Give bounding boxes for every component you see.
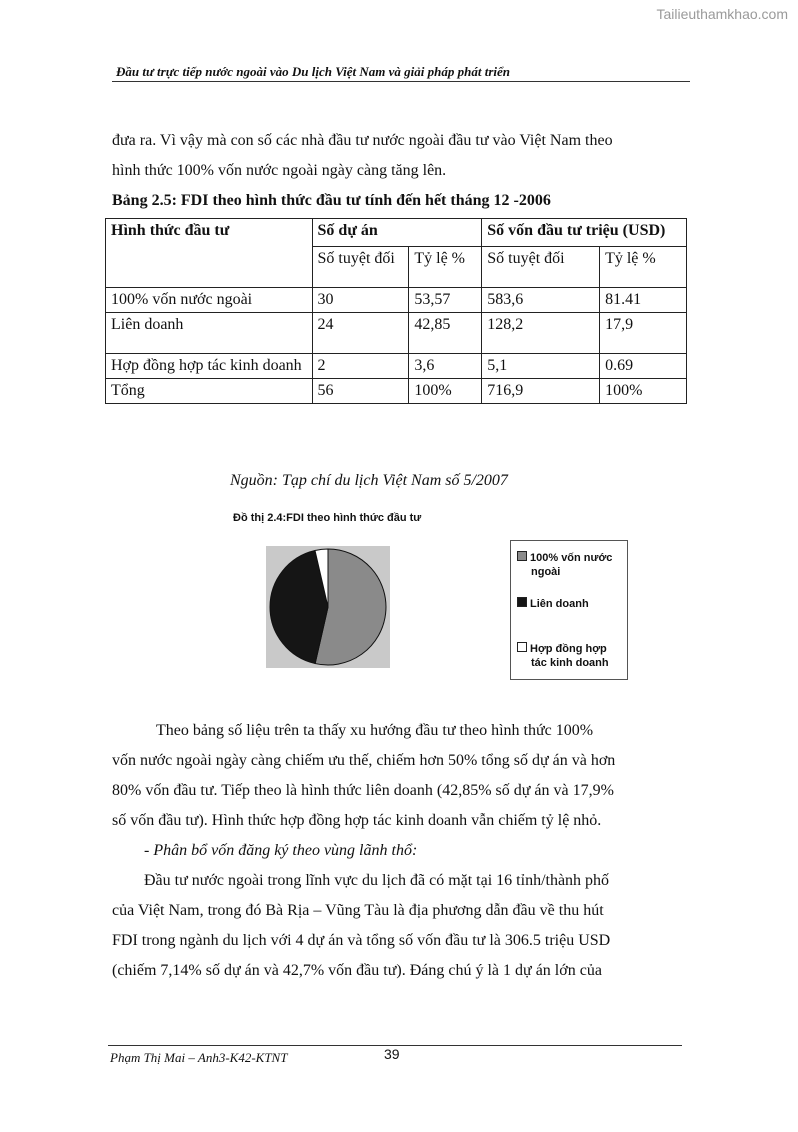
text-line: Đầu tư nước ngoài trong lĩnh vực du lịch đã có mặt tại 16 tỉnh/thành phố <box>144 872 610 889</box>
text-line: vốn nước ngoài ngày càng chiếm ưu thế, chiếm hơn 50% tổng số dự án và hơn <box>112 752 616 769</box>
chart-title: Đồ thị 2.4:FDI theo hình thức đầu tư <box>233 512 422 524</box>
pie-chart <box>266 546 390 668</box>
section-bullet: - Phân bổ vốn đăng ký theo vùng lãnh thổ: <box>144 842 418 859</box>
row-projects-pct: 42,85 <box>409 313 482 354</box>
header-form: Hình thức đầu tư <box>106 219 313 288</box>
watermark: Tailieuthamkhao.com <box>656 6 788 22</box>
legend-item <box>517 551 627 579</box>
legend-label: ngoài <box>531 566 561 578</box>
legend-item <box>517 597 627 611</box>
legend-swatch <box>517 597 527 607</box>
table-row <box>106 313 687 354</box>
row-capital-pct: 0.69 <box>600 354 687 379</box>
text-line: của Việt Nam, trong đó Bà Rịa – Vũng Tàu là địa phương dẫn đầu về thu hút <box>112 902 604 919</box>
row-projects: 30 <box>312 288 409 313</box>
legend-label: 100% vốn nước <box>530 552 613 564</box>
footer-author: Phạm Thị Mai – Anh3-K42-KTNT <box>110 1050 288 1065</box>
row-projects: 2 <box>312 354 409 379</box>
table-row-total <box>106 379 687 404</box>
chart-legend <box>510 540 628 680</box>
text-line: FDI trong ngành du lịch với 4 dự án và tổng số vốn đầu tư là 306.5 triệu USD <box>112 932 611 949</box>
header-projects: Số dự án <box>312 219 482 247</box>
row-projects: 24 <box>312 313 409 354</box>
header-rule <box>112 81 690 82</box>
row-projects: 56 <box>312 379 409 404</box>
table-row <box>106 354 687 379</box>
row-projects-pct: 100% <box>409 379 482 404</box>
text-line: (chiếm 7,14% số dự án và 42,7% vốn đầu tư). Đáng chú ý là 1 dự án lớn của <box>112 962 602 979</box>
legend-label: tác kinh doanh <box>531 657 609 669</box>
table-row <box>106 288 687 313</box>
row-capital: 128,2 <box>482 313 600 354</box>
fdi-table <box>105 218 687 404</box>
row-capital: 5,1 <box>482 354 600 379</box>
sub-projects-abs: Số tuyệt đối <box>312 247 409 288</box>
row-capital: 716,9 <box>482 379 600 404</box>
row-capital: 583,6 <box>482 288 600 313</box>
row-name: Liên doanh <box>106 313 313 354</box>
row-capital-pct: 100% <box>600 379 687 404</box>
text-line: hình thức 100% vốn nước ngoài ngày càng tăng lên. <box>112 162 447 179</box>
sub-capital-pct: Tỷ lệ % <box>600 247 687 288</box>
text-line: 80% vốn đầu tư. Tiếp theo là hình thức liên doanh (42,85% số dự án và 17,9% <box>112 782 614 799</box>
sub-capital-abs: Số tuyệt đối <box>482 247 600 288</box>
row-name: Hợp đồng hợp tác kinh doanh <box>106 354 313 379</box>
row-capital-pct: 17,9 <box>600 313 687 354</box>
legend-label: Hợp đồng hợp <box>530 643 607 655</box>
legend-swatch <box>517 551 527 561</box>
table-header-row <box>106 219 687 247</box>
header-capital: Số vốn đầu tư triệu (USD) <box>482 219 687 247</box>
row-capital-pct: 81.41 <box>600 288 687 313</box>
legend-swatch <box>517 642 527 652</box>
table-source: Nguồn: Tạp chí du lịch Việt Nam số 5/2007 <box>230 472 508 489</box>
row-name: 100% vốn nước ngoài <box>106 288 313 313</box>
row-projects-pct: 3,6 <box>409 354 482 379</box>
text-line: số vốn đầu tư). Hình thức hợp đồng hợp tác kinh doanh vẫn chiếm tỷ lệ nhỏ. <box>112 812 602 829</box>
running-header: Đầu tư trực tiếp nước ngoài vào Du lịch Việt Nam và giải pháp phát triển <box>116 64 511 79</box>
sub-projects-pct: Tỷ lệ % <box>409 247 482 288</box>
row-projects-pct: 53,57 <box>409 288 482 313</box>
body-paragraph <box>112 716 682 986</box>
table-caption: Bảng 2.5: FDI theo hình thức đầu tư tính đến hết tháng 12 -2006 <box>112 192 551 209</box>
page-number: 39 <box>384 1046 400 1062</box>
legend-label: Liên doanh <box>530 598 589 610</box>
text-line: Theo bảng số liệu trên ta thấy xu hướng đầu tư theo hình thức 100% <box>156 722 594 739</box>
text-line: đưa ra. Vì vậy mà con số các nhà đầu tư nước ngoài đầu tư vào Việt Nam theo <box>112 132 613 149</box>
row-name: Tổng <box>106 379 313 404</box>
intro-paragraph <box>112 126 682 186</box>
legend-item <box>517 642 627 670</box>
